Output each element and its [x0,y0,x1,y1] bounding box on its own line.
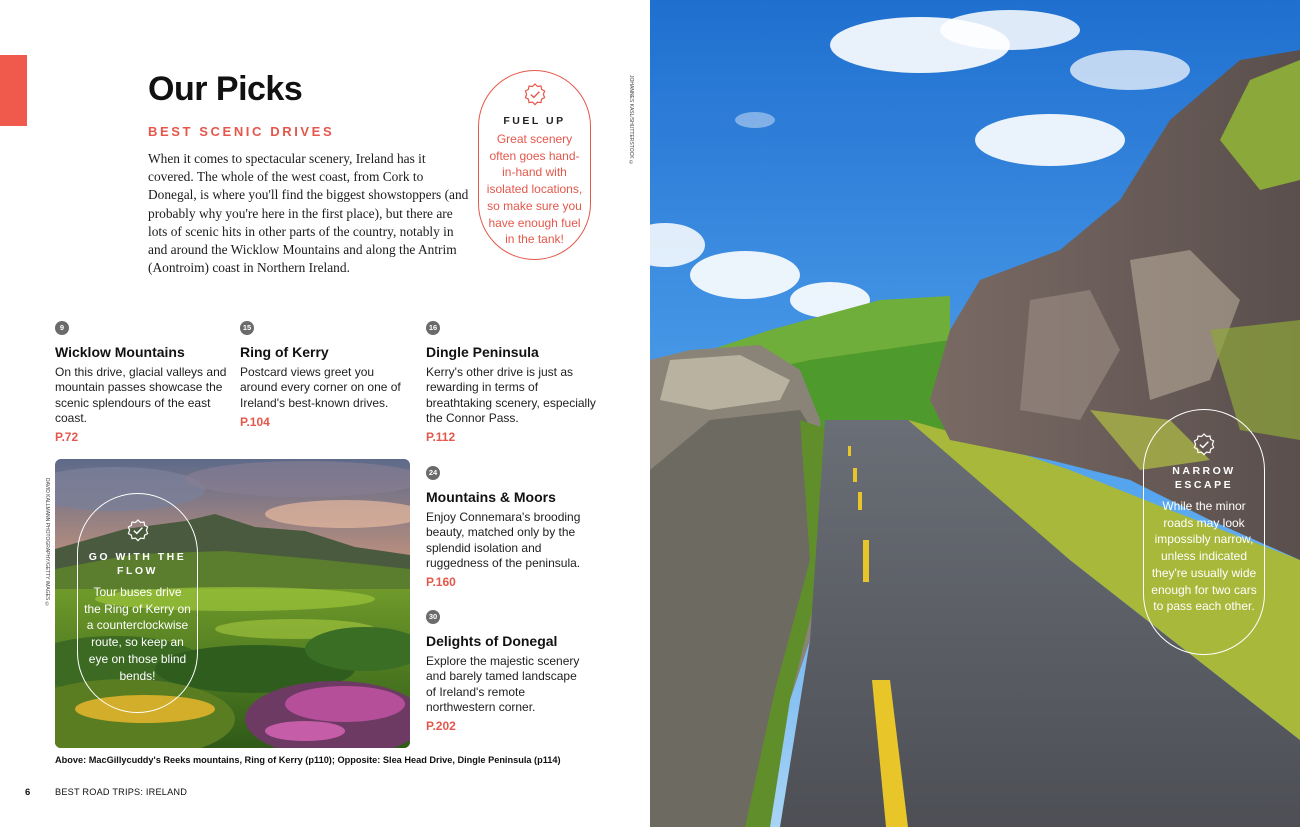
pick-description: Postcard views greet you around every corner on one of Ireland's best-known drives. [240,365,401,410]
pick-number-badge: 16 [426,321,440,335]
pick-page-ref: P.72 [55,430,79,445]
pick-description: Enjoy Connemara's brooding beauty, matched only by the splendid isolation and ruggedness of the peninsula. [426,510,581,570]
pick-number-badge: 15 [240,321,254,335]
section-tab [0,55,27,126]
pick-item-donegal [426,610,586,733]
pick-description: Kerry's other drive is just as rewarding in terms of breathtaking scenery, especially the Connor Pass. [426,365,596,425]
pick-title: Wicklow Mountains [55,344,185,360]
flow-tip-text: Tour buses drive the Ring of Kerry on a counterclockwise route, so keep an eye on those blind bends! [84,585,191,683]
pick-page-ref: P.160 [426,575,456,590]
pick-description: On this drive, glacial valleys and mountain passes showcase the scenic splendours of the east coast. [55,365,227,425]
flow-tip-bubble [77,493,198,713]
pick-number-badge: 9 [55,321,69,335]
pick-title: Delights of Donegal [426,633,558,649]
photo-caption: Above: MacGillycuddy's Reeks mountains, Ring of Kerry (p110); Opposite: Slea Head Drive, Dingle Peninsula (p114) [55,755,561,765]
pick-item-mountains-moors [426,466,586,589]
fuel-tip-title: FUEL UP [503,115,566,127]
intro-paragraph: When it comes to spectacular scenery, Ireland has it covered. The whole of the west coast, from Cork to Donegal, is where you'll find the biggest showstoppers (and probably why you're here in the first place), but there are lots of scenic hits in other parts of the country, notably in and around the Wicklow Mountains and along the Antrim (Aontroim) coast in Northern Ireland. [148,151,469,276]
page-title: Our Picks [148,70,303,108]
fuel-tip-text: Great scenery often goes hand-in-hand with isolated locations, so make sure you have enough fuel in the tank! [486,132,583,247]
narrow-tip-title: NARROW ESCAPE [1172,465,1236,491]
photo-credit-right: JOHANNES KASL/SHUTTERSTOCK © [628,75,634,166]
pick-item-wicklow [55,321,230,444]
photo-credit-left: DAVID KALLMANN PHOTOGRAPHY/GETTY IMAGES © [44,478,50,608]
pick-page-ref: P.112 [426,430,456,445]
pick-description: Explore the majestic scenery and barely tamed landscape of Ireland's remote northwestern corner. [426,654,580,714]
pick-page-ref: P.104 [240,414,270,429]
checkmark-badge-icon [522,82,548,108]
page-number: 6 [25,787,31,798]
checkmark-badge-icon [1191,432,1217,458]
narrow-tip-text: While the minor roads may look impossibly narrow, unless indicated they're usually wide enough for two cars to pass each other. [1151,499,1257,614]
pick-title: Mountains & Moors [426,489,556,505]
pick-number-badge: 30 [426,610,440,624]
running-footer: BEST ROAD TRIPS: IRELAND [55,787,188,797]
fuel-tip-bubble [478,70,591,260]
pick-number-badge: 24 [426,466,440,480]
pick-item-dingle [426,321,596,444]
flow-tip-title: GO WITH THE FLOW [88,551,187,577]
pick-page-ref: P.202 [426,719,456,734]
pick-title: Dingle Peninsula [426,344,539,360]
checkmark-badge-icon [125,518,151,544]
pick-item-ring-of-kerry [240,321,412,429]
pick-title: Ring of Kerry [240,344,329,360]
narrow-tip-bubble [1143,409,1265,655]
section-title: BEST SCENIC DRIVES [148,124,335,139]
